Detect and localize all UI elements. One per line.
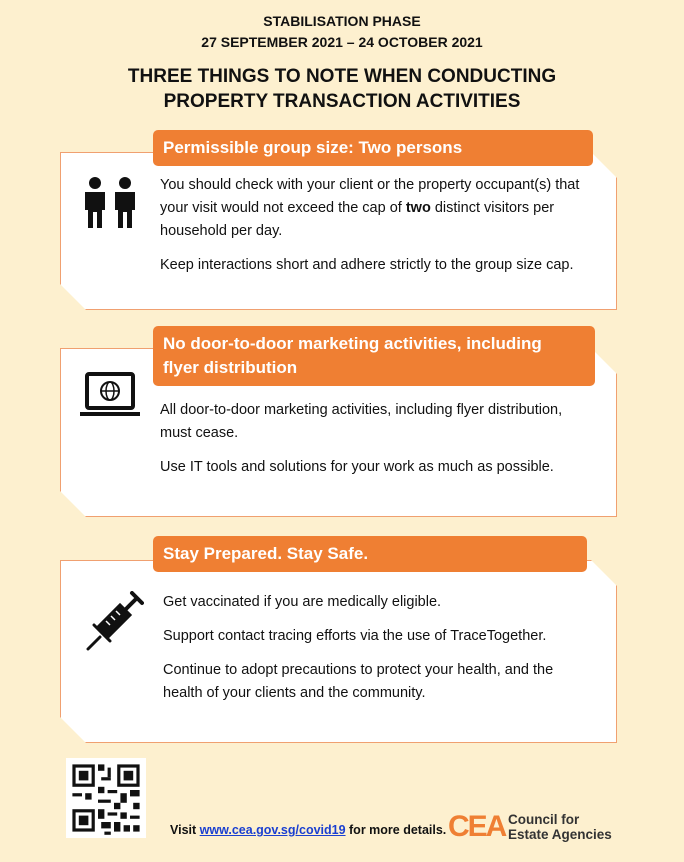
section-body-door-to-door [160,399,590,490]
p1-text: You should check with your client or the property occupant(s) that your visit would not exceed the cap of [160,177,580,216]
section-heading-door-to-door [153,326,595,386]
heading-line-1: No door-to-door marketing activities, including [163,334,542,353]
door-paragraph-1: All door-to-door marketing activities, including flyer distribution, must cease. [160,402,563,441]
safe-paragraph-1: Get vaccinated if you are medically eligible. [163,594,442,610]
safe-paragraph-3: Continue to adopt precautions to protect your health, and the health of your clients and the community. [163,662,554,701]
group-size-paragraph-2: Keep interactions short and adhere strictly to the group size cap. [160,257,574,273]
qr-code-image[interactable] [66,758,146,838]
group-size-paragraph-1 [160,174,590,243]
syringe-icon [84,591,144,653]
logo-line-2: Estate Agencies [508,827,612,842]
phase-dates: 27 SEPTEMBER 2021 – 24 OCTOBER 2021 [201,34,483,50]
section-heading-group-size: Permissible group size: Two persons [153,130,593,166]
logo-line-1: Council for [508,812,580,827]
section-body-group-size [160,174,590,288]
door-paragraph-2: Use IT tools and solutions for your work as much as possible. [160,459,554,475]
safe-paragraph-2: Support contact tracing efforts via the use of TraceTogether. [163,628,547,644]
section-heading-stay-safe: Stay Prepared. Stay Safe. [153,536,587,572]
visit-line [170,823,446,837]
visit-suffix: for more details. [345,823,447,837]
heading-line-2: flyer distribution [163,358,298,377]
p1-text-end: distinct visitors per household per day. [160,200,555,239]
laptop-globe-icon [78,372,142,422]
cea-logo-mark: CEA [448,810,506,843]
cea-logo [448,808,623,848]
visit-prefix: Visit [170,823,200,837]
section-body-stay-safe [163,591,593,716]
two-persons-icon [80,176,140,230]
title-line-1: THREE THINGS TO NOTE WHEN CONDUCTING [127,66,557,87]
phase-heading [0,11,684,53]
covid19-link[interactable]: www.cea.gov.sg/covid19 [199,823,346,837]
phase-label: STABILISATION PHASE [263,13,421,29]
p1-bold-two: two [405,200,431,216]
cea-logo-text [508,812,612,842]
title-line-2: PROPERTY TRANSACTION ACTIVITIES [163,91,521,112]
page-title [0,64,684,114]
